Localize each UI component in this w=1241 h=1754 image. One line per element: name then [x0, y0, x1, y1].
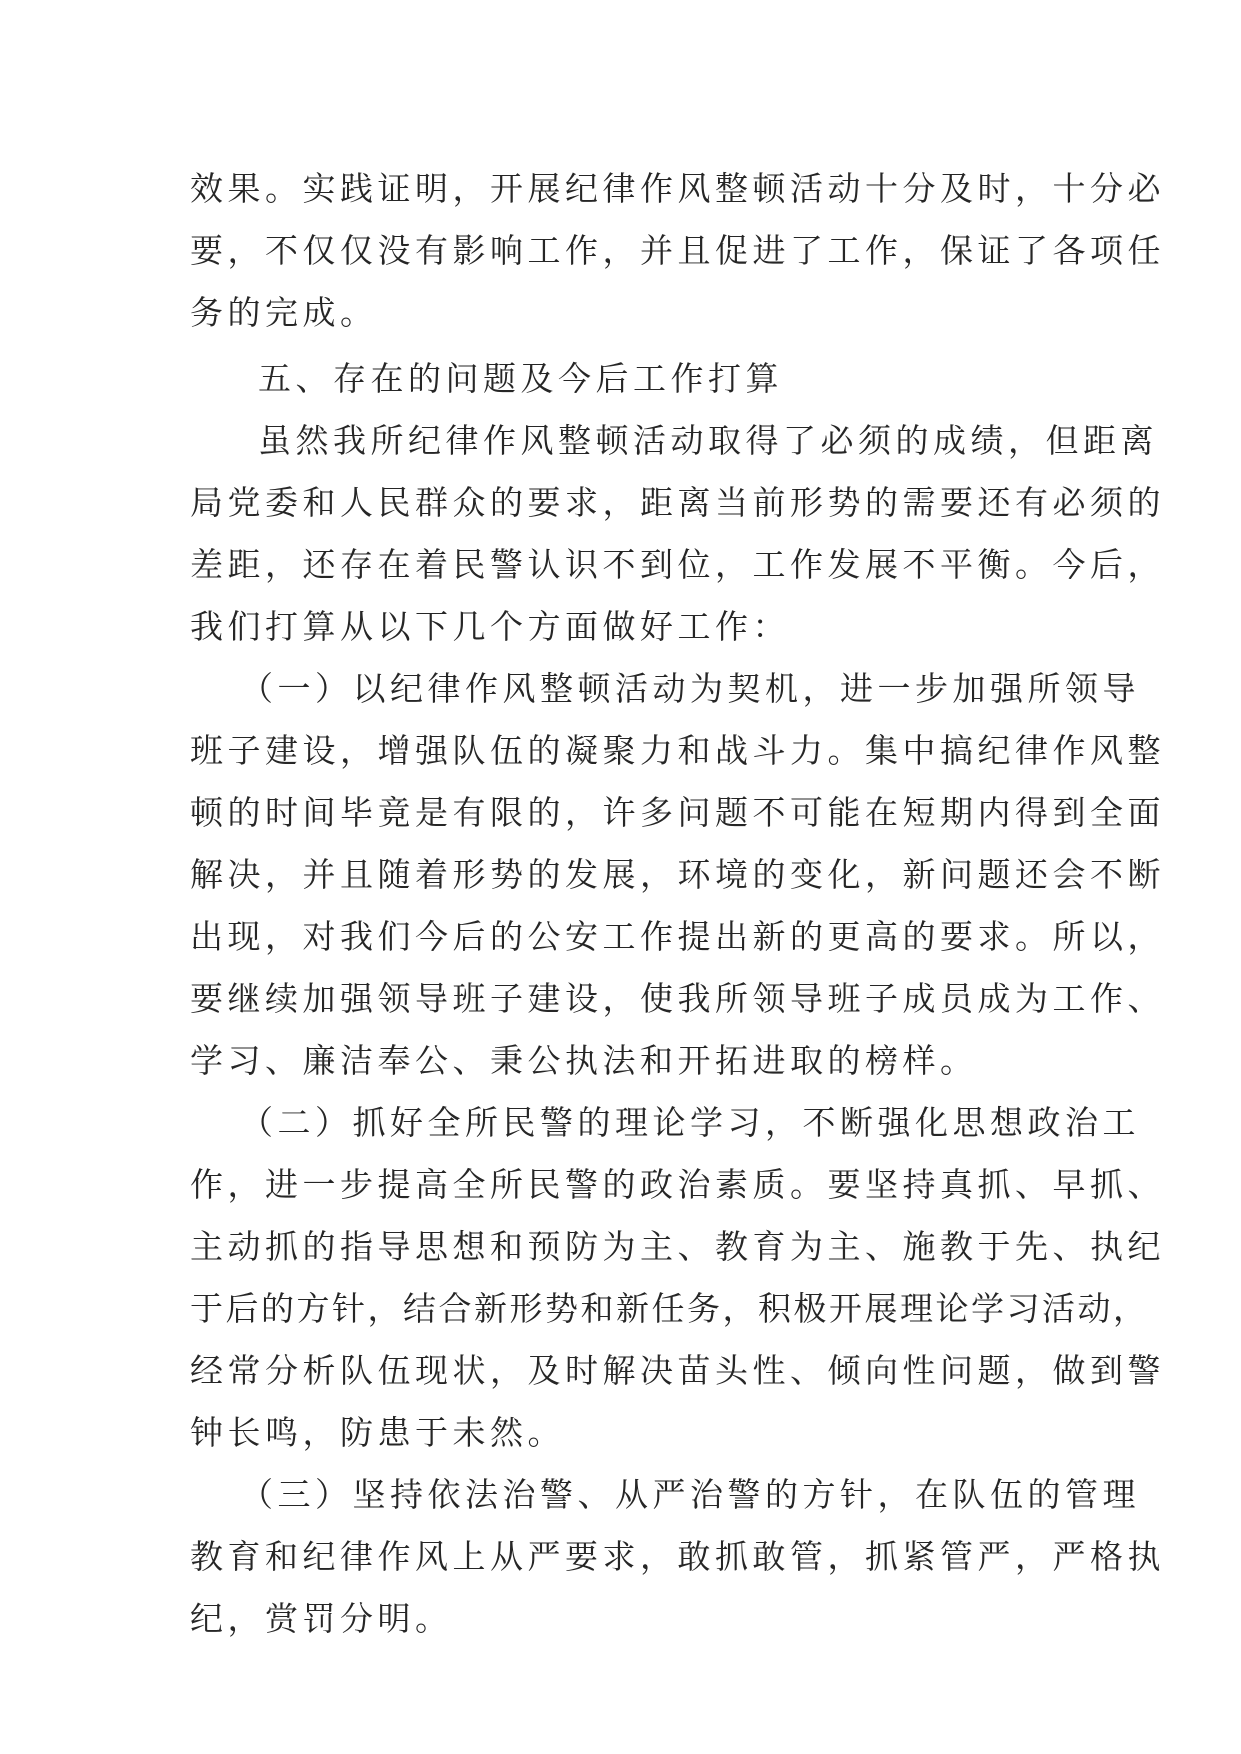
- paragraph-line: （二）抓好全所民警的理论学习，不断强化思想政治工: [240, 1103, 1140, 1142]
- section-heading: 五、存在的问题及今后工作打算: [258, 359, 783, 398]
- paragraph-line: 教育和纪律作风上从严要求，敢抓敢管，抓紧管严，严格执: [190, 1537, 1165, 1576]
- paragraph-line: （三）坚持依法治警、从严治警的方针，在队伍的管理: [240, 1475, 1140, 1514]
- paragraph-line: 主动抓的指导思想和预防为主、教育为主、施教于先、执纪: [190, 1227, 1165, 1266]
- paragraph-line: 效果。实践证明，开展纪律作风整顿活动十分及时，十分必: [190, 169, 1165, 208]
- paragraph-line: 要，不仅仅没有影响工作，并且促进了工作，保证了各项任: [190, 231, 1165, 270]
- paragraph-line: 纪，赏罚分明。: [190, 1599, 453, 1638]
- paragraph-line: 虽然我所纪律作风整顿活动取得了必须的成绩，但距离: [258, 421, 1158, 460]
- paragraph-line: 钟长鸣，防患于未然。: [190, 1413, 565, 1452]
- paragraph-line: 解决，并且随着形势的发展，环境的变化，新问题还会不断: [190, 855, 1165, 894]
- paragraph-line: 局党委和人民群众的要求，距离当前形势的需要还有必须的: [190, 483, 1165, 522]
- paragraph-line: 班子建设，增强队伍的凝聚力和战斗力。集中搞纪律作风整: [190, 731, 1165, 770]
- paragraph-line: 差距，还存在着民警认识不到位，工作发展不平衡。今后，: [190, 545, 1165, 584]
- document-body: [190, 158, 1165, 1650]
- paragraph-line: （一）以纪律作风整顿活动为契机，进一步加强所领导: [240, 669, 1140, 708]
- paragraph-line: 作，进一步提高全所民警的政治素质。要坚持真抓、早抓、: [190, 1165, 1165, 1204]
- paragraph-line: 务的完成。: [190, 293, 378, 332]
- paragraph-line: 我们打算从以下几个方面做好工作：: [190, 607, 790, 646]
- paragraph-line: 于后的方针，结合新形势和新任务，积极开展理论学习活动，: [190, 1289, 1149, 1328]
- paragraph-line: 出现，对我们今后的公安工作提出新的更高的要求。所以，: [190, 917, 1165, 956]
- paragraph-line: 要继续加强领导班子建设，使我所领导班子成员成为工作、: [190, 979, 1165, 1018]
- paragraph-line: 学习、廉洁奉公、秉公执法和开拓进取的榜样。: [190, 1041, 978, 1080]
- paragraph-line: 顿的时间毕竟是有限的，许多问题不可能在短期内得到全面: [190, 793, 1165, 832]
- paragraph-line: 经常分析队伍现状，及时解决苗头性、倾向性问题，做到警: [190, 1351, 1165, 1390]
